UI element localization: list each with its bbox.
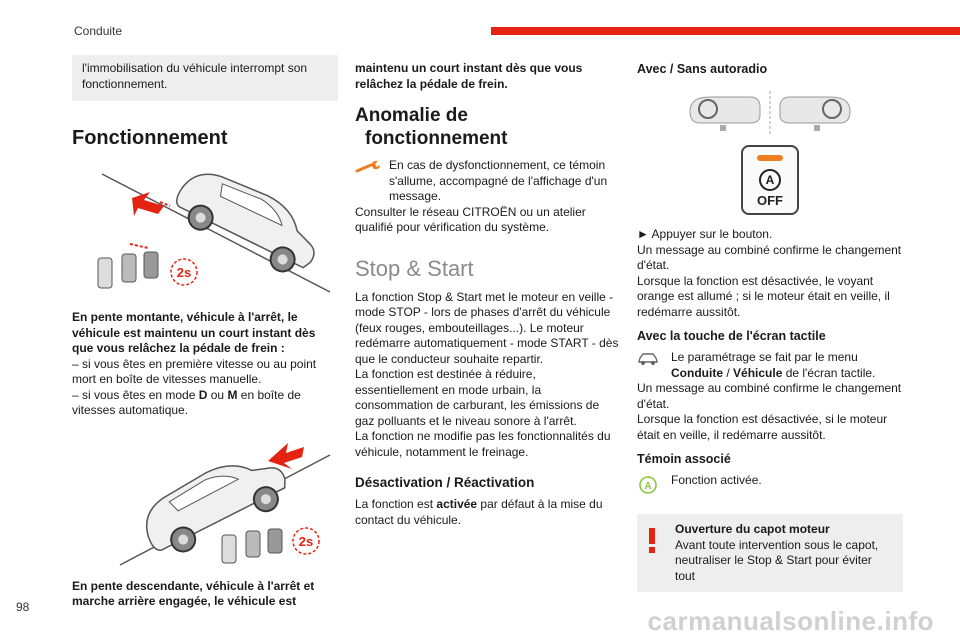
uphill-illustration <box>72 162 338 302</box>
stop-start-button-illustration <box>637 145 903 215</box>
direction-arrow-icon <box>132 192 170 216</box>
deactivation-heading: Désactivation / Réactivation <box>355 475 535 490</box>
timer-icon <box>293 528 319 554</box>
hood-warning-box <box>637 514 903 592</box>
continuation-text: maintenu un court instant dès que vous relâchez la pédale de frein. <box>355 61 583 91</box>
section-title: Conduite <box>74 24 123 38</box>
column-3 <box>637 55 903 592</box>
operation-heading: Fonctionnement <box>72 127 228 149</box>
radio-heading: Avec / Sans autoradio <box>637 62 768 76</box>
stop-start-para-3: La fonction ne modifie pas les fonctionnalités du véhicule, notamment le freinage. <box>355 429 611 459</box>
stop-start-para-2: La fonction est destinée à réduire, essentiellement en mode urbain, la consommation de carburant, les émissions de gaz polluants et le niveau sonore à l'arrêt. <box>355 367 600 428</box>
dashboard-illustration <box>637 91 903 135</box>
lamp-text: Fonction activée. <box>671 473 762 487</box>
timer-badge-text: 2s <box>176 265 192 280</box>
anomaly-row <box>355 158 621 205</box>
pedals-icon <box>98 244 158 288</box>
pedals-icon <box>222 529 282 563</box>
stop-start-off-button[interactable] <box>741 145 799 215</box>
wrench-warning-icon <box>355 158 389 179</box>
warning-title: Ouverture du capot moteur <box>675 522 830 536</box>
deactivated-info-2: Lorsque la fonction est désactivée, si le moteur était en veille, il redémarre aussitôt. <box>637 412 888 442</box>
stop-start-lamp-icon <box>637 473 671 500</box>
timer-badge-text: 2s <box>298 533 314 549</box>
confirm-message-2: Un message au combiné confirme le changement d'état. <box>637 381 902 411</box>
anomaly-heading: Anomalie de fonctionnement <box>355 105 508 149</box>
uphill-item-1: – si vous êtes en première vitesse ou au point mort en boîte de vitesses manuelle. <box>72 356 317 386</box>
touchscreen-heading: Avec la touche de l'écran tactile <box>637 329 826 343</box>
page-number: 98 <box>16 600 30 614</box>
anomaly-text-2: Consulter le réseau CITROËN ou un atelier qualifié pour vérification du système. <box>355 204 586 234</box>
downhill-illustration <box>72 435 338 569</box>
stop-start-heading: Stop & Start <box>355 255 474 281</box>
car-icon <box>637 350 671 371</box>
touchscreen-row <box>637 350 903 381</box>
uphill-condition: En pente montante, véhicule à l'arrêt, le véhicule est maintenu un court instant dès que vous relâchez la pédale de frein : <box>72 310 316 355</box>
downhill-condition: En pente descendante, véhicule à l'arrêt et marche arrière engagée, le véhicule est <box>72 578 315 608</box>
direction-arrow-icon <box>268 443 304 469</box>
note-box: l'immobilisation du véhicule interrompt son fonctionnement. <box>72 55 338 101</box>
off-label: OFF <box>757 193 783 208</box>
confirm-message-1: Un message au combiné confirme le changement d'état. <box>637 242 902 272</box>
stop-start-para-1: La fonction Stop & Start met le moteur en veille - mode STOP - lors de phases d'arrêt du véhicule (feux rouges, embouteillages...). Le moteur redémarre automatiquement - mode START - dès que le conducteur souhaite repartir. <box>355 289 619 366</box>
column-1 <box>72 55 338 610</box>
lamp-heading: Témoin associé <box>637 452 731 466</box>
press-instruction: ► Appuyer sur le bouton. <box>637 227 773 241</box>
column-2 <box>355 55 621 528</box>
orange-led-indicator <box>757 155 783 161</box>
deactivation-text: La fonction est activée par défaut à la mise du contact du véhicule. <box>355 497 603 527</box>
warning-exclamation-icon <box>645 522 675 559</box>
touchscreen-text: Le paramétrage se fait par le menu Conduite / Véhicule de l'écran tactile. <box>671 350 876 380</box>
anomaly-text: En cas de dysfonctionnement, ce témoin s'allume, accompagné de l'affichage d'un message. <box>389 158 608 203</box>
deactivated-info-1: Lorsque la fonction est désactivée, le voyant orange est allumé ; si le moteur était en veille, il redémarre aussitôt. <box>637 273 890 319</box>
lamp-letter: A <box>644 481 652 492</box>
header-accent-bar <box>491 27 960 35</box>
lamp-row <box>637 473 903 500</box>
auto-a-icon: A <box>759 169 781 191</box>
watermark: carmanualsonline.info <box>647 606 934 636</box>
uphill-item-2: – si vous êtes en mode D ou M en boîte de vitesses automatique. <box>72 387 301 417</box>
warning-text: Avant toute intervention sous le capot, neutraliser le Stop & Start pour éviter tout <box>675 537 879 583</box>
timer-icon <box>171 259 197 285</box>
